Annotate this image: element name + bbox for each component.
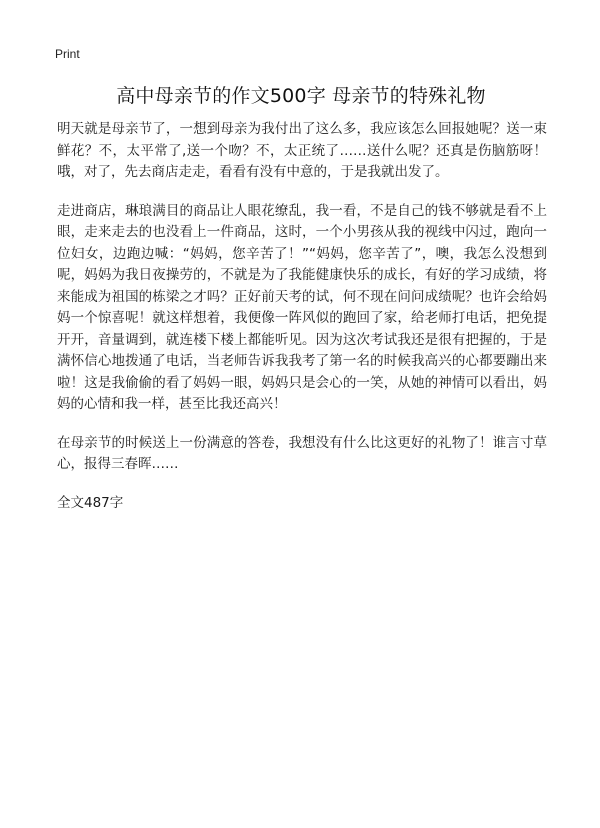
article-body — [57, 119, 547, 514]
paragraph-1: 明天就是母亲节了，一想到母亲为我付出了这么多，我应该怎么回报她呢？送一束鲜花？不，太平常了,送一个吻？不，太正统了……送什么呢？还真是伤脑筋呀！哦，对了，先去商店走走，看看有没有中意的，于是我就出发了。 — [57, 121, 547, 180]
paragraph-2: 走进商店，琳琅满目的商品让人眼花缭乱，我一看，不是自己的钱不够就是看不上眼，走来走去的也没看上一件商品，这时，一个小男孩从我的视线中闪过，跑向一位妇女，边跑边喊：“妈妈，您辛苦了！”“妈妈，您辛苦了”，噢，我怎么没想到呢，妈妈为我日夜操劳的，不就是为了我能健康快乐的成长，有好的学习成绩，将来能成为祖国的栋梁之才吗？正好前天考的试，何不现在问问成绩呢？也许会给妈妈一个惊喜呢！就这样想着，我便像一阵风似的跑回了家，给老师打电话，把免提开开，音量调到，就连楼下楼上都能听见。因为这次考试我还是很有把握的，于是满怀信心地拨通了电话，当老师告诉我我考了第一名的时候我高兴的心都要蹦出来啦！这是我偷偷的看了妈妈一眼，妈妈只是会心的一笑，从她的神情可以看出，妈妈的心情和我一样，甚至比我还高兴！ — [57, 202, 547, 412]
word-count: 全文487字 — [57, 494, 124, 511]
print-link[interactable]: Print — [55, 47, 80, 61]
article-title: 高中母亲节的作文500字 母亲节的特殊礼物 — [116, 85, 486, 107]
paragraph-3: 在母亲节的时候送上一份满意的答卷，我想没有什么比这更好的礼物了！谁言寸草心，报得三春晖…… — [57, 434, 547, 472]
